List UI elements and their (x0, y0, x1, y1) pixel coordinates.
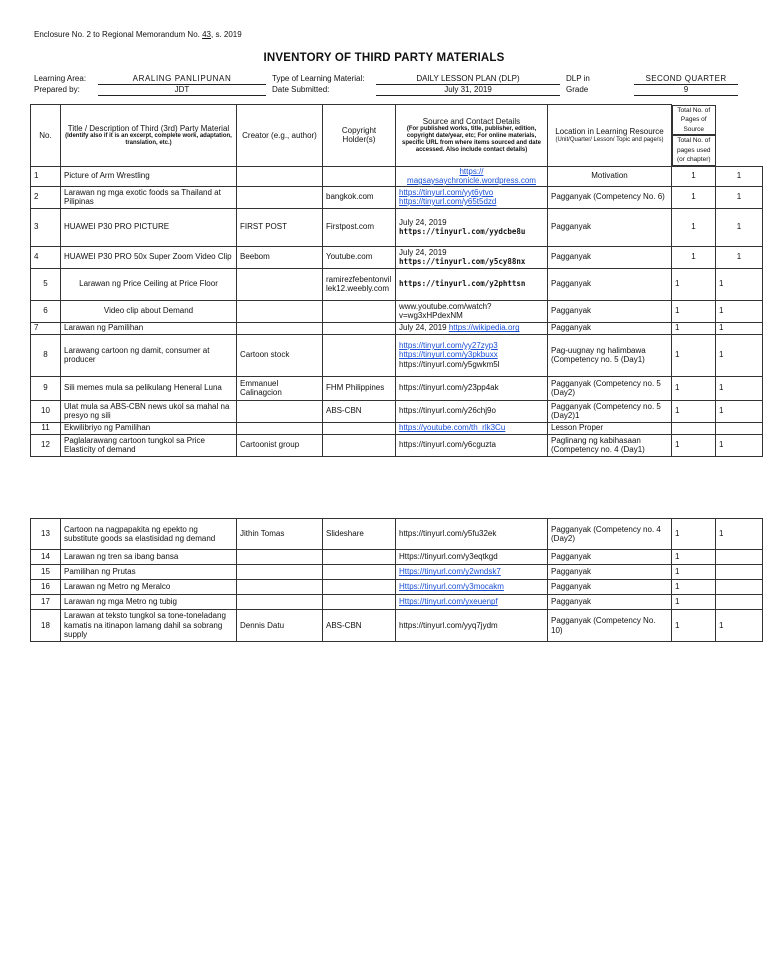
row-title: Larawang cartoon ng damit, consumer at producer (61, 334, 237, 376)
row-copyright (323, 550, 396, 565)
table-row (31, 166, 763, 186)
row-copyright: Slideshare (323, 519, 396, 550)
row-no: 6 (31, 300, 61, 322)
material-type-value: DAILY LESSON PLAN (DLP) (376, 74, 560, 85)
row-pages-used: 1 (716, 208, 763, 246)
row-pages-source: 1 (672, 268, 716, 300)
header-title-main: Title / Description of Third (3rd) Party Material (67, 123, 230, 133)
row-location: Pagganyak (548, 322, 672, 334)
table-row (31, 434, 763, 456)
row-pages-used: 1 (716, 186, 763, 208)
row-no: 7 (31, 322, 61, 334)
row-pages-used: 1 (716, 434, 763, 456)
table-row (31, 300, 763, 322)
row-copyright (323, 422, 396, 434)
row-location: Motivation (548, 166, 672, 186)
table-header-row (31, 105, 763, 167)
table-row (31, 334, 763, 376)
row-source (396, 580, 548, 595)
row-source (396, 166, 548, 186)
date-submitted-value: July 31, 2019 (376, 85, 560, 96)
row-creator (237, 595, 323, 610)
row-copyright (323, 166, 396, 186)
dlp-in-value: SECOND QUARTER (634, 74, 738, 85)
row-no: 18 (31, 610, 61, 642)
row-location: Pagganyak (548, 580, 672, 595)
row-pages-source: 1 (672, 400, 716, 422)
row-pages-used: 1 (716, 268, 763, 300)
row-creator (237, 580, 323, 595)
row-source (396, 186, 548, 208)
table-row (31, 246, 763, 268)
row-no: 8 (31, 334, 61, 376)
row-copyright: ramirezfebentonvillek12.weebly.com (323, 268, 396, 300)
header-location-main: Location in Learning Resource (555, 127, 664, 136)
row-title: Larawan ng mga exotic foods sa Thailand at Pilipinas (61, 186, 237, 208)
row-location: Pagganyak (548, 595, 672, 610)
row-title: Cartoon na nagpapakita ng epekto ng substitute goods sa elastisidad ng demand (61, 519, 237, 550)
table-row (31, 400, 763, 422)
prepared-by-label: Prepared by: (34, 85, 80, 94)
source-link[interactable]: https://wikipedia.org (448, 323, 520, 333)
source-url: v=wg3xHPdexNM (399, 311, 463, 320)
row-pages-source: 1 (672, 208, 716, 246)
source-url: www.youtube.com/watch? (399, 301, 492, 311)
row-title: Video clip about Demand (61, 300, 237, 322)
row-location: Lesson Proper (548, 422, 672, 434)
row-no: 14 (31, 550, 61, 565)
enclosure-prefix: Enclosure No. 2 to Regional Memorandum No. (34, 30, 203, 39)
row-creator (237, 565, 323, 580)
row-location: Pagganyak (548, 268, 672, 300)
row-copyright (323, 334, 396, 376)
row-creator: Dennis Datu (237, 610, 323, 642)
row-no: 2 (31, 186, 61, 208)
row-pages-source: 1 (672, 376, 716, 400)
row-source (396, 422, 548, 434)
header-title (61, 105, 237, 167)
header-location-sub: (Unit/Quarter/ Lesson/ Topic and page/s) (555, 136, 664, 143)
row-pages-used (716, 422, 763, 434)
row-creator (237, 300, 323, 322)
row-pages-used: 1 (716, 246, 763, 268)
row-copyright: bangkok.com (323, 186, 396, 208)
row-copyright (323, 322, 396, 334)
table-row (31, 595, 763, 610)
row-pages-source: 1 (672, 300, 716, 322)
header-source-main: Source and Contact Details (422, 116, 521, 126)
header-pages-source: Total No. of Pages of Source (672, 105, 716, 136)
source-url: https://tinyurl.com/y26chj9o (399, 406, 496, 416)
row-location: Paglinang ng kabihasaan (Competency no. 4 (Day1) (548, 434, 672, 456)
row-creator: Cartoon stock (237, 334, 323, 376)
source-url: https://tinyurl.com/yydcbe8u (399, 227, 526, 236)
row-location: Pagganyak (548, 208, 672, 246)
row-title: Larawan ng Pamilihan (61, 322, 237, 334)
row-creator: FIRST POST (237, 208, 323, 246)
row-title: Sili memes mula sa pelikulang Heneral Luna (61, 376, 237, 400)
row-source (396, 376, 548, 400)
table-row (31, 208, 763, 246)
row-creator: Jithin Tomas (237, 519, 323, 550)
row-location: Pagganyak (Competency no. 4 (Day2) (548, 519, 672, 550)
row-source (396, 246, 548, 268)
row-no: 13 (31, 519, 61, 550)
row-source (396, 400, 548, 422)
row-copyright: ABS-CBN (323, 400, 396, 422)
row-copyright: Firstpost.com (323, 208, 396, 246)
row-title: Larawan ng Metro ng Meralco (61, 580, 237, 595)
table-row (31, 580, 763, 595)
row-creator (237, 268, 323, 300)
source-url: https://tinyurl.com/y23pp4ak (399, 383, 499, 393)
source-link[interactable]: https://tinyurl.com/y3pkbuxx (399, 350, 498, 360)
table-row (31, 519, 763, 550)
row-pages-source: 1 (672, 434, 716, 456)
source-url: https://tinyurl.com/yyq7jydm (399, 620, 498, 630)
row-title: Larawan ng tren sa ibang bansa (61, 550, 237, 565)
table-row (31, 610, 763, 642)
row-pages-used: 1 (716, 322, 763, 334)
row-copyright (323, 580, 396, 595)
row-pages-used: 1 (716, 300, 763, 322)
row-source (396, 610, 548, 642)
source-url: https://tinyurl.com/y5gwkm5l (399, 359, 500, 369)
row-creator: Beebom (237, 246, 323, 268)
row-no: 1 (31, 166, 61, 186)
row-source (396, 208, 548, 246)
inventory-table-continued (30, 518, 763, 642)
row-title: Ulat mula sa ABS-CBN news ukol sa mahal na presyo ng sili (61, 400, 237, 422)
document-title: INVENTORY OF THIRD PARTY MATERIALS (263, 52, 505, 64)
row-pages-source: 1 (672, 595, 716, 610)
row-creator: Emmanuel Calinagcion (237, 376, 323, 400)
table-row (31, 550, 763, 565)
header-location (548, 105, 672, 167)
source-link[interactable]: Https://tinyurl.com/y2wndsk7 (399, 567, 501, 577)
row-source (396, 565, 548, 580)
row-pages-source: 1 (672, 334, 716, 376)
row-location: Pagganyak (548, 246, 672, 268)
row-title: HUAWEI P30 PRO PICTURE (61, 208, 237, 246)
table-row (31, 376, 763, 400)
row-creator (237, 550, 323, 565)
row-pages-source: 1 (672, 186, 716, 208)
row-copyright: ABS-CBN (323, 610, 396, 642)
row-pages-used: 1 (716, 376, 763, 400)
row-title: Larawan at teksto tungkol sa tone-toneladang kamatis na itinapon lamang dahil sa sobrang supply (61, 610, 237, 642)
table-body-top (31, 166, 763, 456)
row-pages-source: 1 (672, 246, 716, 268)
row-pages-used: 1 (716, 610, 763, 642)
row-pages-source: 1 (672, 519, 716, 550)
row-no: 10 (31, 400, 61, 422)
row-copyright (323, 300, 396, 322)
row-no: 9 (31, 376, 61, 400)
row-pages-source: 1 (672, 580, 716, 595)
row-pages-used: 1 (716, 166, 763, 186)
source-url: https://tinyurl.com/y5cy88nx (399, 257, 526, 266)
row-location: Pagganyak (548, 565, 672, 580)
header-source-sub: (For published works, title, publisher, edition, copyright date/year, etc; For online materials, specific URL from where items sourced and date accessed. Also include contact details) (402, 126, 541, 153)
row-title: Pamilihan ng Prutas (61, 565, 237, 580)
row-no: 15 (31, 565, 61, 580)
row-no: 11 (31, 422, 61, 434)
row-source (396, 322, 548, 334)
row-copyright: Youtube.com (323, 246, 396, 268)
dlp-in-label: DLP in (566, 74, 590, 83)
row-pages-used (716, 595, 763, 610)
row-pages-source: 1 (672, 166, 716, 186)
row-source (396, 268, 548, 300)
table-row (31, 565, 763, 580)
row-creator (237, 166, 323, 186)
row-pages-used (716, 550, 763, 565)
source-link[interactable]: https://tinyurl.com/yy27zyp3 (399, 340, 498, 350)
row-location: Pagganyak (Competency No. 6) (548, 186, 672, 208)
row-no: 12 (31, 434, 61, 456)
table-row (31, 422, 763, 434)
row-title: Ekwilibriyo ng Pamilihan (61, 422, 237, 434)
inventory-table (30, 104, 763, 457)
row-creator (237, 400, 323, 422)
row-pages-used: 1 (716, 334, 763, 376)
row-copyright (323, 595, 396, 610)
header-no: No. (31, 105, 61, 167)
table-body-bottom (31, 519, 763, 642)
row-location: Pagganyak (Competency No. 10) (548, 610, 672, 642)
date-submitted-label: Date Submitted: (272, 85, 330, 94)
row-location: Pagganyak (548, 300, 672, 322)
row-source (396, 300, 548, 322)
table-row (31, 268, 763, 300)
material-type-label: Type of Learning Material: (272, 74, 365, 83)
source-link[interactable]: Https://tinyurl.com/y3mocakm (399, 582, 504, 592)
source-date: July 24, 2019 (399, 217, 447, 227)
row-title: Larawan ng mga Metro ng tubig (61, 595, 237, 610)
source-link[interactable]: Https://tinyurl.com/yxeuenpf (399, 597, 498, 607)
row-location: Pagganyak (Competency no. 5 (Day2)1 (548, 400, 672, 422)
row-pages-used (716, 565, 763, 580)
row-copyright (323, 565, 396, 580)
row-creator (237, 322, 323, 334)
row-copyright (323, 434, 396, 456)
row-title: Paglalarawang cartoon tungkol sa Price Elasticity of demand (61, 434, 237, 456)
row-pages-source: 1 (672, 565, 716, 580)
grade-label: Grade (566, 85, 589, 94)
row-creator (237, 186, 323, 208)
row-title: Larawan ng Price Ceiling at Price Floor (61, 268, 237, 300)
row-location: Pagganyak (548, 550, 672, 565)
row-no: 16 (31, 580, 61, 595)
row-pages-source: 1 (672, 610, 716, 642)
header-source (396, 105, 548, 167)
enclosure-suffix: , s. 2019 (211, 30, 242, 39)
row-location: Pag-uugnay ng halimbawa (Competency no. 5 (Day1) (548, 334, 672, 376)
source-link[interactable]: https:// (459, 166, 484, 176)
row-source (396, 519, 548, 550)
row-no: 5 (31, 268, 61, 300)
row-source (396, 334, 548, 376)
source-url: https://tinyurl.com/y2phttsn (399, 279, 526, 289)
row-no: 17 (31, 595, 61, 610)
memo-number: 43 (202, 30, 211, 39)
row-source (396, 550, 548, 565)
header-title-sub: (Identify also if it is an excerpt, complete work, adaptation, translation, etc.) (65, 133, 232, 146)
row-source (396, 434, 548, 456)
source-link[interactable]: magsaysaychronicle.wordpress.com (407, 176, 536, 185)
row-pages-used: 1 (716, 519, 763, 550)
source-link[interactable]: https://youtube.com/th_rlk3Cu (399, 423, 506, 433)
row-pages-source: 1 (672, 322, 716, 334)
row-title: HUAWEI P30 PRO 50x Super Zoom Video Clip (61, 246, 237, 268)
row-no: 4 (31, 246, 61, 268)
row-pages-source: 1 (672, 550, 716, 565)
row-pages-used (716, 580, 763, 595)
row-copyright: FHM Philippines (323, 376, 396, 400)
row-pages-used: 1 (716, 400, 763, 422)
row-creator (237, 422, 323, 434)
prepared-by-value: JDT (98, 85, 266, 96)
header-creator: Creator (e.g., author) (237, 105, 323, 167)
source-link[interactable]: https://tinyurl.com/yyt6ytvo (399, 187, 494, 197)
learning-area-label: Learning Area: (34, 74, 87, 83)
row-no: 3 (31, 208, 61, 246)
row-creator: Cartoonist group (237, 434, 323, 456)
header-copyright: Copyright Holder(s) (323, 105, 396, 167)
table-row (31, 322, 763, 334)
source-url: https://tinyurl.com/y5fu32ek (399, 529, 497, 539)
source-url: Https://tinyurl.com/y3eqtkgd (399, 552, 498, 562)
enclosure-line (34, 30, 242, 39)
grade-value: 9 (634, 85, 738, 96)
learning-area-value: ARALING PANLIPUNAN (98, 74, 266, 85)
source-date: July 24, 2019 (399, 247, 447, 257)
table-row (31, 186, 763, 208)
row-title: Picture of Arm Wrestling (61, 166, 237, 186)
row-location: Pagganyak (Competency no. 5 (Day2) (548, 376, 672, 400)
source-date: July 24, 2019 (399, 323, 449, 333)
row-source (396, 595, 548, 610)
source-link[interactable]: https://tinyurl.com/y65t5dzd (399, 197, 497, 206)
source-url: https://tinyurl.com/y6cguzta (399, 440, 496, 450)
header-pages-used: Total No. of pages used (or chapter) (672, 135, 716, 166)
row-pages-source (672, 422, 716, 434)
